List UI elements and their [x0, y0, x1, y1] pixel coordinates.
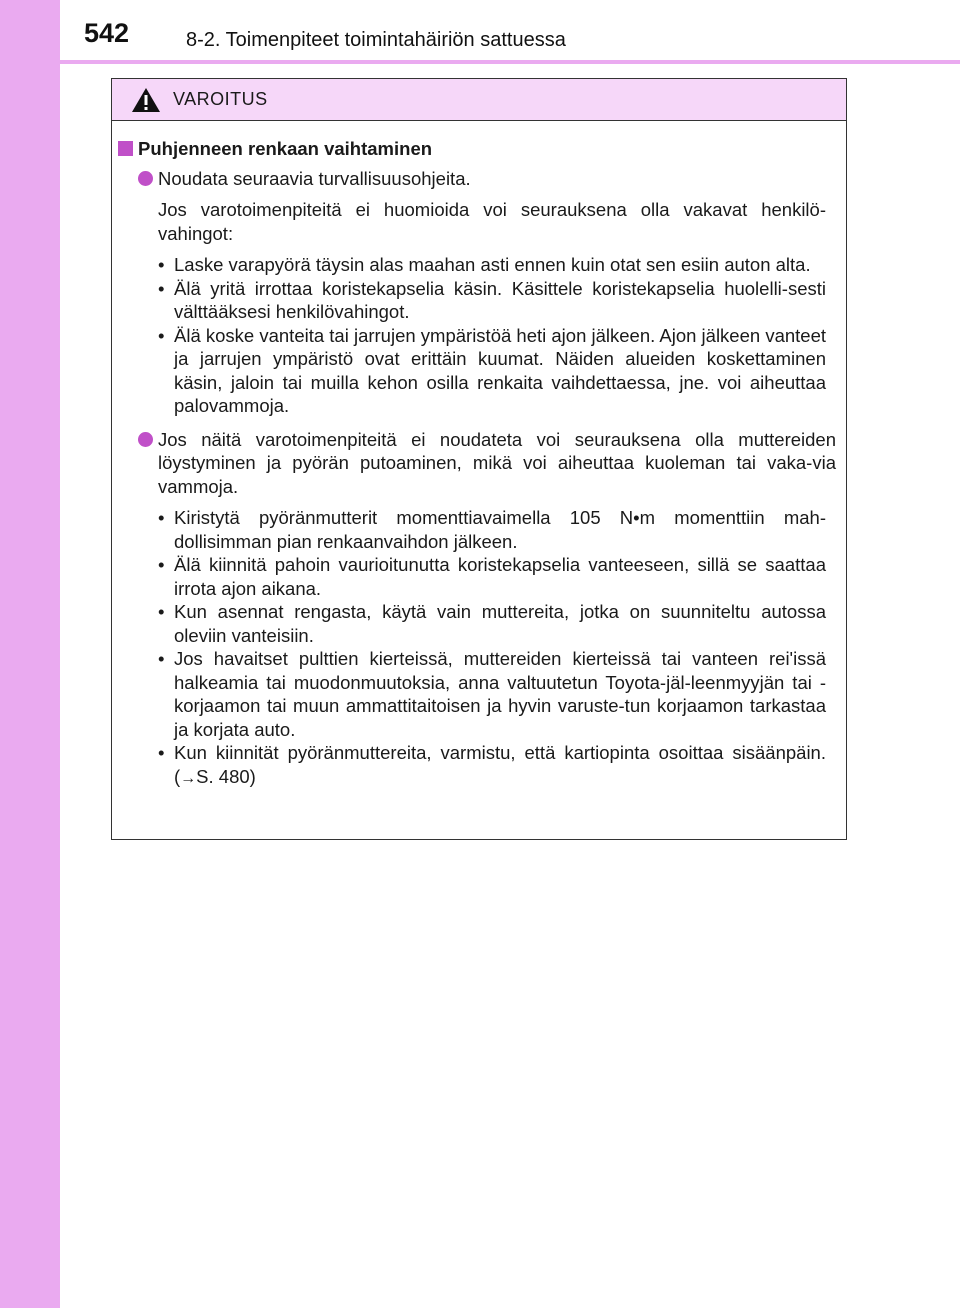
list-bullet: •: [158, 277, 165, 299]
list-item-text: Älä kiinnitä pahoin vaurioitunutta koristekapselia vanteeseen, sillä se saattaa irrota ajon aikana.: [174, 554, 826, 599]
list-item: [158, 324, 826, 418]
list-bullet: •: [158, 254, 165, 275]
list-item-text: Kun kiinnität pyöränmuttereita, varmistu, että kartiopinta osoittaa sisäänpäin. (: [174, 742, 826, 787]
circle-bullet-icon: [138, 171, 153, 186]
warning-triangle-icon: [131, 87, 161, 113]
list-bullet: •: [158, 324, 165, 346]
bullet-item: [112, 167, 836, 191]
page-reference-link[interactable]: S. 480): [196, 765, 256, 787]
list-bullet: •: [158, 742, 165, 763]
list-item-text: Älä yritä irrottaa koristekapselia käsin. Käsittele koristekapselia huolelli-sesti välttääksesi henkilövahingot.: [174, 277, 826, 322]
warning-header: [112, 79, 846, 121]
page-number: 542: [84, 18, 130, 48]
list-item-text: Laske varapyörä täysin alas maahan asti ennen kuin otat sen esiin auton alta.: [174, 254, 811, 275]
circle-bullet-icon: [138, 432, 153, 447]
warning-title: VAROITUS: [173, 89, 268, 109]
list-item: [158, 553, 826, 600]
list-bullet: •: [158, 601, 165, 622]
list-item: [158, 741, 826, 790]
list-item-text: Kun asennat rengasta, käytä vain muttereita, jotka on suunniteltu autossa oleviin vanteisiin.: [174, 601, 826, 646]
square-bullet-icon: [118, 141, 133, 156]
bullet-text: Jos näitä varotoimenpiteitä ei noudateta voi seurauksena olla muttereiden löystyminen ja pyörän putoaminen, mikä voi aiheuttaa kuoleman tai vaka-via vammoja.: [158, 428, 836, 497]
intro-paragraph: Jos varotoimenpiteitä ei huomioida voi seurauksena olla vakavat henkilö-vahingot:: [158, 199, 826, 244]
list-bullet: •: [158, 554, 165, 575]
warning-heading: [112, 137, 836, 161]
warning-heading-text: Puhjenneen renkaan vaihtaminen: [138, 138, 433, 159]
list-bullet: •: [158, 648, 165, 669]
arrow-icon: →: [180, 769, 197, 787]
list-item-text: Kiristytä pyöränmutterit momenttiavaimella 105 N•m momenttiin mah-dollisimman pian renkaanvaihdon jälkeen.: [174, 507, 826, 552]
warning-body: [112, 121, 846, 790]
list-item-text: Jos havaitset pulttien kierteissä, muttereiden kierteissä tai vanteen rei'issä halkeamia tai muodonmuutoksia, anna valtuutetun Toyota-jäl-leenmyyjän tai -korjaamon tai muun ammattitaitoisen ja hyvin varuste-tun korjaamon tarkastaa ja korjata auto.: [174, 648, 826, 740]
section-title: 8-2. Toimenpiteet toimintahäiriön sattuessa: [186, 29, 566, 51]
list-item: [158, 506, 826, 553]
list-item-text: Älä koske vanteita tai jarrujen ympäristöä heti ajon jälkeen. Ajon jälkeen vanteet ja jarrujen ympäristö ovat erittäin kuumat. Näiden alueiden koskettaminen käsin, jaloin tai muilla kehon osilla renkaita vaihdettaessa, jne. voi aiheuttaa palovammoja.: [174, 324, 826, 416]
side-band: [0, 0, 60, 1308]
list-item: [158, 600, 826, 647]
page-header: [60, 0, 960, 64]
list-bullet: •: [158, 507, 165, 528]
bullet-item: [112, 428, 836, 499]
precaution-list: [112, 253, 836, 418]
precaution-list: [112, 506, 836, 790]
list-item: [158, 277, 826, 324]
header-rule: [60, 60, 960, 64]
bullet-text: Noudata seuraavia turvallisuusohjeita.: [158, 167, 471, 189]
list-item: [158, 647, 826, 741]
warning-box: [111, 78, 847, 840]
list-item: [158, 253, 826, 277]
